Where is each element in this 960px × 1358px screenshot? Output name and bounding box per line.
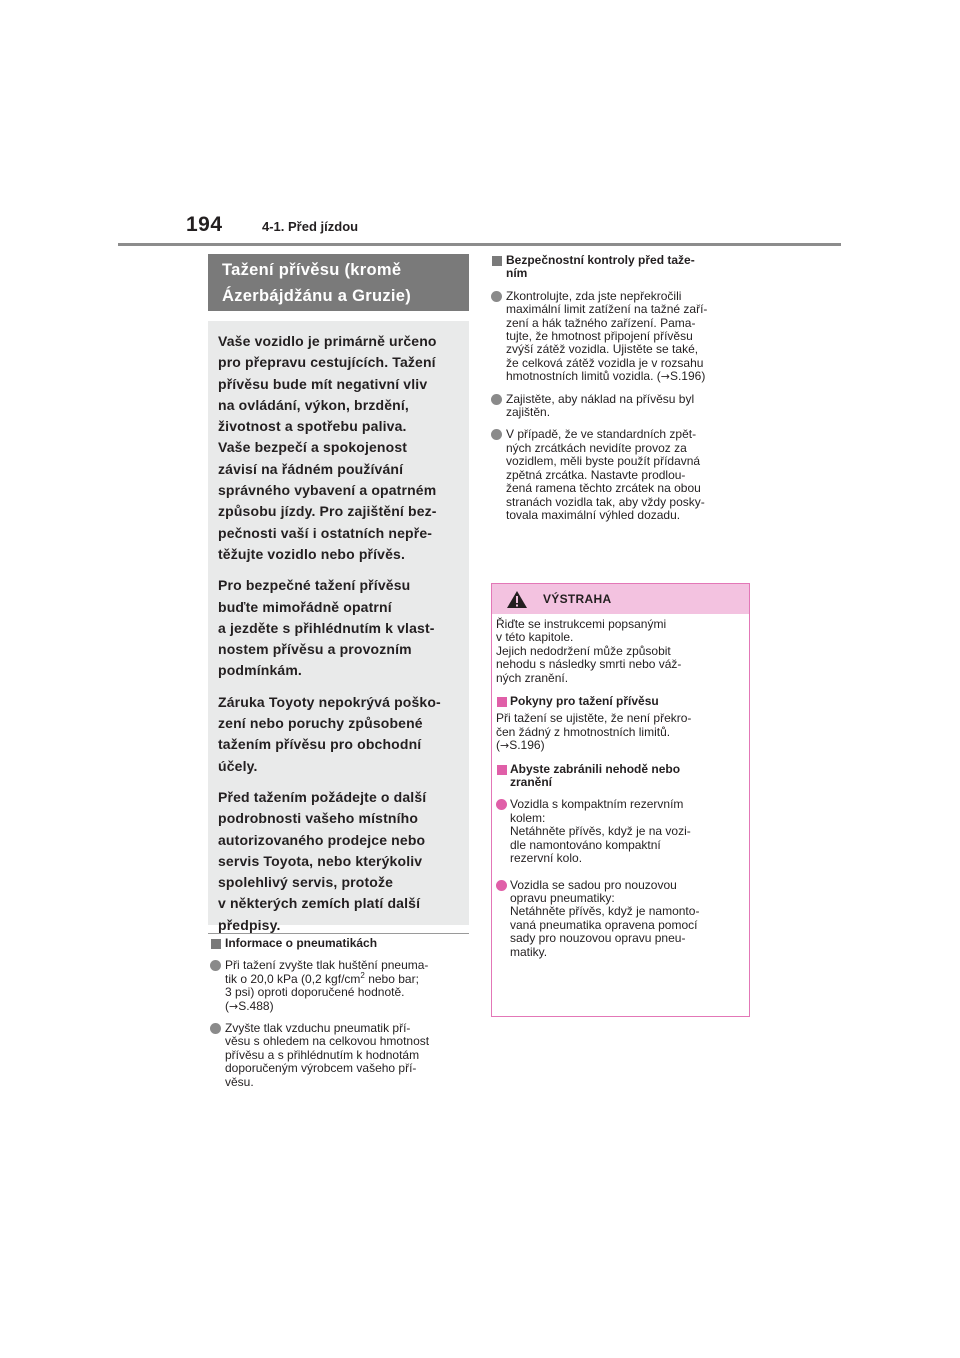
item-line: Netáhněte přívěs, když je namonto-: [510, 904, 700, 919]
item-line: dle namontováno kompaktní: [510, 837, 661, 852]
intro-box: [208, 321, 469, 933]
heading-text: zranění: [510, 775, 553, 790]
item-text: nebo bar;: [364, 971, 419, 986]
item-line: Zvyšte tlak vzduchu pneumatik pří-: [225, 1021, 411, 1036]
heading-text: Abyste zabránili nehodě nebo: [510, 761, 681, 776]
intro-line: pečnosti vaší i ostatních nepře-: [218, 524, 433, 541]
item-line: Při tažení zvyšte tlak huštění pneuma-: [225, 958, 429, 973]
item-line: rezervní kolo.: [510, 851, 583, 866]
item-line: vozidlem, měli byste použít přídavná: [506, 454, 701, 469]
warning-body: [496, 618, 746, 968]
item-line: čen žádný z hmotnostních limitů.: [496, 724, 671, 739]
ref-paren: (: [496, 738, 500, 753]
item-text: tik o 20,0 kPa (0,2 kgf/cm: [225, 971, 361, 986]
list-item: [491, 428, 753, 522]
intro-line: těžujte vozidlo nebo přívěs.: [218, 545, 406, 562]
round-bullet-icon: [491, 429, 502, 440]
intro-line: pro přepravu cestujících. Tažení: [218, 354, 436, 371]
heading-text: Pokyny pro tažení přívěsu: [510, 694, 659, 709]
item-line: Zkontrolujte, zda jste nepřekročili: [506, 288, 682, 303]
item-line: doporučeným výrobcem vašeho pří-: [225, 1061, 417, 1076]
intro-line: tažením přívěsu pro obchodní: [218, 736, 422, 753]
round-bullet-icon: [496, 799, 507, 810]
intro-line: Vaše vozidlo je primárně určeno: [218, 333, 437, 349]
list-item: [210, 1022, 472, 1089]
ref-paren: (: [225, 998, 229, 1013]
item-line: ných zranění.: [496, 670, 569, 685]
intro-paragraph: [218, 692, 461, 777]
list-item: [491, 393, 753, 420]
warning-title: VÝSTRAHA: [543, 592, 612, 606]
round-bullet-icon: [210, 960, 221, 971]
page-number: 194: [186, 213, 223, 236]
arrow-right-icon: →: [660, 370, 670, 384]
item-line: Vozidla se sadou pro nouzovou: [510, 877, 677, 892]
intro-line: životnost a spotřebu paliva.: [218, 418, 407, 435]
accident-prevention-heading: [496, 763, 746, 790]
item-line: zení a hák tažného zařízení. Pama-: [506, 315, 696, 330]
item-line: Netáhněte přívěs, když je na vozi-: [510, 824, 691, 839]
towing-instructions-text: [496, 712, 746, 752]
page-reference[interactable]: [506, 370, 753, 383]
tire-info-heading: [210, 937, 472, 950]
list-item: [496, 798, 746, 865]
list-item: [496, 879, 746, 959]
round-bullet-icon: [210, 1023, 221, 1034]
item-text: hmotnostních limitů vozidla. (: [506, 369, 661, 384]
intro-line: zení nebo poruchy způsobené: [218, 715, 423, 732]
square-bullet-icon: [492, 256, 502, 266]
square-bullet-icon: [211, 939, 221, 949]
item-line: věsu.: [225, 1074, 254, 1089]
intro-line: správného vybavení a opatrném: [218, 482, 437, 499]
heading-text: Informace o pneumatikách: [225, 936, 378, 950]
item-line: přívěsu a s přihlédnutím k hodnotám: [225, 1047, 420, 1062]
intro-paragraph: [218, 787, 461, 936]
intro-line: Záruka Toyoty nepokrývá poško-: [218, 693, 441, 710]
heading-text: ním: [506, 266, 528, 281]
square-bullet-icon: [497, 697, 507, 707]
item-line: tujte, že hmotnost připojení přívěsu: [506, 329, 693, 344]
item-line: Řiďte se instrukcemi popsanými: [496, 617, 667, 631]
item-line: Jejich nedodržení může způsobit: [496, 643, 671, 658]
list-item: [491, 290, 753, 384]
intro-paragraph: [218, 331, 461, 565]
section-title-line: Tažení přívěsu (kromě: [222, 261, 402, 279]
intro-line: přívěsu bude mít negativní vliv: [218, 375, 428, 392]
safety-checks-section: [491, 254, 753, 531]
intro-line: způsobu jízdy. Pro zajištění bez-: [218, 503, 437, 520]
item-line: zvýší zátěž vozidla. Ujistěte se také,: [506, 342, 699, 357]
item-line: Při tažení se ujistěte, že není překro-: [496, 711, 692, 726]
intro-line: buďte mimořádně opatrní: [218, 598, 392, 615]
intro-line: předpisy.: [218, 916, 281, 933]
ref-text: S.488): [238, 998, 274, 1013]
intro-line: závisí na řádném používání: [218, 460, 404, 477]
item-line: že celková zátěž vozidla je v rozsahu: [506, 355, 704, 370]
item-line: ných zrcátkách nevidíte provoz za: [506, 440, 687, 455]
item-line: 3 psi) oproti doporučené hodnotě.: [225, 985, 405, 1000]
item-line: tovala maximální výhled dozadu.: [506, 507, 681, 522]
intro-line: na ovládání, výkon, brzdění,: [218, 396, 409, 413]
round-bullet-icon: [491, 291, 502, 302]
towing-instructions-heading: [496, 695, 746, 708]
intro-line: spolehlivý servis, protože: [218, 874, 394, 891]
round-bullet-icon: [491, 394, 502, 405]
intro-line: a jezděte s přihlédnutím k vlast-: [218, 619, 435, 636]
intro-line: Před tažením požádejte o další: [218, 788, 427, 805]
item-line: stranách vozidla tak, aby vždy posky-: [506, 494, 705, 509]
item-line: věsu s ohledem na celkovou hmotnost: [225, 1034, 430, 1049]
ref-text: S.196): [509, 738, 545, 753]
item-line: [225, 970, 472, 986]
square-bullet-icon: [497, 765, 507, 775]
page-reference[interactable]: [225, 1000, 472, 1013]
warning-triangle-icon: [506, 590, 528, 609]
section-header: 4-1. Před jízdou: [262, 219, 359, 234]
intro-line: nostem přívěsu a provozním: [218, 641, 412, 658]
intro-line: účely.: [218, 757, 258, 774]
header-divider: [118, 243, 841, 246]
list-item: [210, 959, 472, 1013]
intro-line: servis Toyota, nebo kterýkoliv: [218, 852, 423, 869]
item-line: opravu pneumatiky:: [510, 890, 615, 905]
tire-info-section: [210, 937, 472, 1098]
item-line: zajištěn.: [506, 405, 551, 420]
item-line: vaná pneumatika opravena pomocí: [510, 917, 698, 932]
column-divider: [208, 933, 469, 934]
intro-paragraph: [218, 575, 461, 681]
item-line: matiky.: [510, 944, 548, 959]
item-line: Vozidla s kompaktním rezervním: [510, 797, 684, 812]
intro-line: podrobnosti vašeho místního: [218, 810, 419, 827]
intro-line: autorizovaného prodejce nebo: [218, 831, 426, 848]
safety-checks-heading: [491, 254, 753, 281]
intro-line: podmínkám.: [218, 662, 302, 679]
round-bullet-icon: [496, 880, 507, 891]
intro-line: Vaše bezpečí a spokojenost: [218, 439, 408, 456]
warning-header: [492, 584, 749, 614]
warning-intro: [496, 618, 746, 685]
arrow-right-icon: →: [229, 999, 239, 1013]
superscript: 2: [360, 970, 365, 980]
heading-text: Bezpečnostní kontroly před taže-: [506, 253, 695, 267]
item-line: v této kapitole.: [496, 630, 574, 645]
item-line: kolem:: [510, 810, 546, 825]
intro-line: Pro bezpečné tažení přívěsu: [218, 577, 411, 594]
intro-line: v některých zemích platí další: [218, 895, 421, 912]
ref-text: S.196): [669, 369, 706, 384]
item-line: Zajistěte, aby náklad na přívěsu byl: [506, 391, 695, 406]
item-line: nehodu s následky smrti nebo váž-: [496, 657, 682, 672]
item-line: žená ramena těchto zrcátek na obou: [506, 481, 701, 496]
item-line: V případě, že ve standardních zpět-: [506, 427, 697, 442]
item-line: zpětná zrcátka. Nastavte prodlou-: [506, 467, 686, 482]
arrow-right-icon: →: [500, 739, 510, 753]
page-reference[interactable]: [496, 739, 746, 752]
section-title: [208, 254, 469, 311]
item-line: maximální limit zatížení na tažné zaří-: [506, 302, 708, 317]
item-line: sady pro nouzovou opravu pneu-: [510, 931, 686, 946]
section-title-line: Ázerbájdžánu a Gruzie): [222, 287, 412, 305]
warning-box: [491, 583, 750, 1017]
